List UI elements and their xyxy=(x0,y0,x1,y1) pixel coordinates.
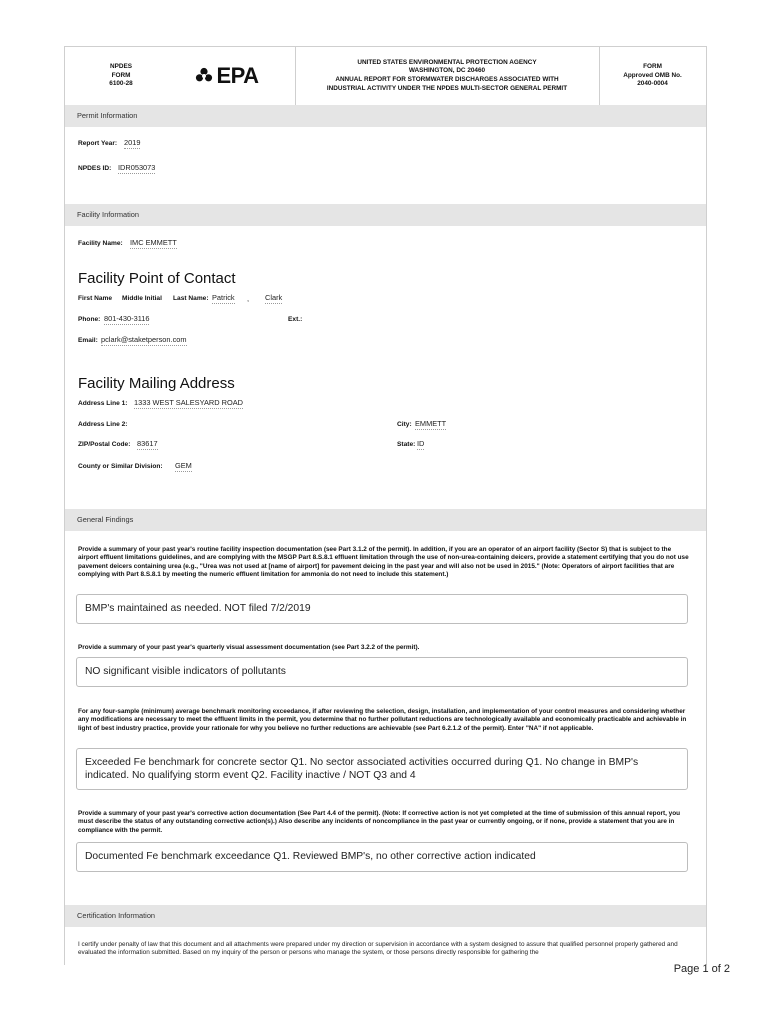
visual-assessment-question: Provide a summary of your past year's quarterly visual assessment documentation (see Part 3.2.2 of the permit). xyxy=(78,644,420,651)
state-value[interactable]: ID xyxy=(417,439,425,448)
facility-name-value[interactable]: IMC EMMETT xyxy=(130,238,177,247)
report-year-label: Report Year: xyxy=(78,140,118,147)
npdes-id-label: NPDES ID: xyxy=(78,165,112,172)
omb-form-label: FORM xyxy=(643,63,662,71)
form-npdes-label: NPDES xyxy=(109,63,133,71)
epa-logo xyxy=(177,47,277,105)
benchmark-answer[interactable]: Exceeded Fe benchmark for concrete sector Q1. No sector associated activities occurred during Q1. No change in BMP's indicated. No qualifying storm event Q2. Facility inactive / NOT Q3 and 4 xyxy=(76,748,688,790)
epa-logo-text: EPA xyxy=(216,62,259,88)
address-line1-value[interactable]: 1333 WEST SALESYARD ROAD xyxy=(134,398,243,407)
last-name-label: Last Name: xyxy=(173,295,209,302)
last-name-value[interactable]: Clark xyxy=(265,293,283,302)
ext-label: Ext.: xyxy=(288,316,303,323)
form-header xyxy=(65,47,706,106)
certification-text: I certify under penalty of law that this document and all attachments were prepared under my direction or supervision in accordance with a system designed to assure that qualified personnel properly gathered and evaluated the information submitted. Based on my inquiry of the person or persons who manage the system, or those persons directly responsible for gathering the xyxy=(78,941,678,957)
benchmark-question: For any four-sample (minimum) average benchmark monitoring exceedance, if after reviewing the selection, design, installation, and implementation of your control measures and considering whether any modifications are necessary to meet the effluent limits in the permit, you determine that no further pollutant reductions are technologically available and economically practicable and achievable in light of best industry practice, provide your rationale for why you believe no further reductions are achievable (see Part 6.2.1.2 of the permit). Enter "NA" if not applicable. xyxy=(78,708,687,732)
epa-flower-icon xyxy=(195,67,213,85)
facility-name-label: Facility Name: xyxy=(78,240,123,247)
address-line2-label: Address Line 2: xyxy=(78,421,128,428)
inspection-question: Provide a summary of your past year's routine facility inspection documentation (see Part 3.1.2 of the permit). In addition, if you are an operator of an airport facility (Sector S) that is subject to the airport effluent limitations guidelines, and are complying with the MSGP Part 8.S.8.1 effluent limitation through the use of non-urea-containing deicers, provide a statement certifying that you do not use pavement deicers containing urea (e.g., "Urea was not used at [name of airport] for pavement deicing in the past year and will also not be used in 2015." (Note: Operators of airport facilities that are complying with Part 8.S.8.1 by meeting the numeric effluent limitation for ammonia do not need to include this statement.) xyxy=(78,546,689,579)
general-findings-band: General Findings xyxy=(65,509,706,531)
phone-value[interactable]: 801-430-3116 xyxy=(104,314,150,323)
facility-info-band: Facility Information xyxy=(65,204,706,226)
npdes-id-value[interactable]: IDR053073 xyxy=(118,163,156,172)
certification-band: Certification Information xyxy=(65,905,706,927)
point-of-contact-title: Facility Point of Contact xyxy=(78,270,236,287)
report-year-value[interactable]: 2019 xyxy=(124,138,141,147)
agency-name: UNITED STATES ENVIRONMENTAL PROTECTION AGENCY xyxy=(357,58,537,66)
omb-approved-label: Approved OMB No. xyxy=(623,71,682,79)
middle-initial-value[interactable]: , xyxy=(247,294,250,303)
middle-initial-label: Middle Initial xyxy=(122,295,162,302)
state-label: State: xyxy=(397,441,416,448)
city-value[interactable]: EMMETT xyxy=(415,419,447,428)
report-title-2: INDUSTRIAL ACTIVITY UNDER THE NPDES MULTI-SECTOR GENERAL PERMIT xyxy=(326,84,568,92)
corrective-action-answer[interactable]: Documented Fe benchmark exceedance Q1. Reviewed BMP's, no other corrective action indicated xyxy=(76,842,688,872)
visual-assessment-answer[interactable]: NO significant visible indicators of pollutants xyxy=(76,657,688,687)
email-label: Email: xyxy=(78,337,98,344)
agency-address: WASHINGTON, DC 20460 xyxy=(408,67,486,75)
form-number: 6100-28 xyxy=(109,80,133,88)
zip-value[interactable]: 83617 xyxy=(137,439,158,448)
report-title-1: ANNUAL REPORT FOR STORMWATER DISCHARGES ASSOCIATED WITH xyxy=(335,76,559,83)
address-line1-label: Address Line 1: xyxy=(78,400,128,407)
county-label: County or Similar Division: xyxy=(78,463,163,470)
first-name-value[interactable]: Patrick xyxy=(212,293,235,302)
permit-info-band: Permit Information xyxy=(65,105,706,127)
mailing-address-title: Facility Mailing Address xyxy=(78,375,235,392)
zip-label: ZIP/Postal Code: xyxy=(78,441,131,448)
form-label: FORM xyxy=(111,71,131,79)
corrective-action-question: Provide a summary of your past year's corrective action documentation (See Part 4.4 of the permit). (Note: If corrective action is not yet completed at the time of submission of this annual report, you must describe the status of any outstanding corrective action(s).) Also describe any incidents of noncompliance in the past year or currently ongoing, or if none, provide a statement that you are in compliance with the permit. xyxy=(78,810,681,834)
county-value[interactable]: GEM xyxy=(175,461,192,470)
omb-approval xyxy=(599,47,706,105)
page-number: Page 1 of 2 xyxy=(673,963,730,975)
phone-label: Phone: xyxy=(78,316,101,323)
email-value[interactable]: pclark@staketperson.com xyxy=(101,335,187,344)
form-number-left xyxy=(65,47,177,105)
inspection-answer[interactable]: BMP's maintained as needed. NOT filed 7/2/2019 xyxy=(76,594,688,624)
first-name-label: First Name xyxy=(78,295,113,302)
agency-title xyxy=(295,47,599,105)
omb-number: 2040-0004 xyxy=(637,80,668,88)
city-label: City: xyxy=(397,421,412,428)
